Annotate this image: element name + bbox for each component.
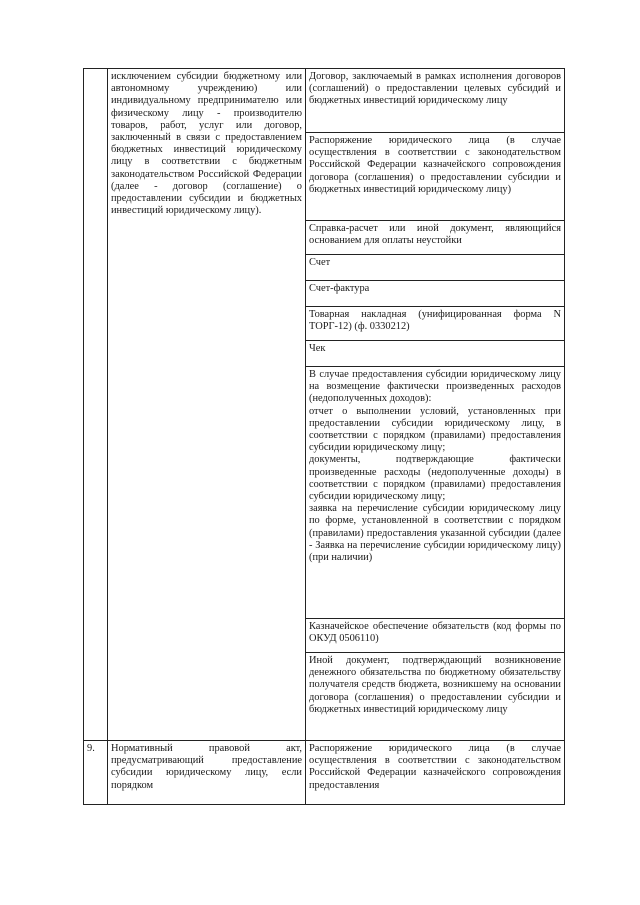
document-cell: Счет: [306, 255, 565, 281]
document-cell: Казначейское обеспечение обязательств (код формы по ОКУД 0506110): [306, 619, 565, 653]
document-cell: Товарная накладная (унифицированная форма N ТОРГ-12) (ф. 0330212): [306, 307, 565, 341]
documents-table: [83, 68, 565, 805]
document-cell: Распоряжение юридического лица (в случае осуществления в соответствии с законодательством Российской Федерации казначейского сопровождения договора (соглашения) о предоставлении субсидии и бюджетных инвестиций юридическому лицу): [306, 133, 565, 221]
document-cell: Чек: [306, 341, 565, 367]
row-number-cell: 9.: [84, 741, 108, 805]
document-cell: Распоряжение юридического лица (в случае осуществления в соответствии с законодательством Российской Федерации казначейского сопровождения предоставления: [306, 741, 565, 805]
document-cell: Договор, заключаемый в рамках исполнения договоров (соглашений) о предоставлении целевых субсидий и бюджетных инвестиций юридическому лицу: [306, 69, 565, 133]
document-cell: Иной документ, подтверждающий возникновение денежного обязательства по бюджетному обязательству получателя средств бюджета, возникшему на основании договора (соглашения) о предоставлении субсидии и бюджетных инвестиций юридическому лицу: [306, 653, 565, 741]
document-cell: Справка-расчет или иной документ, являющийся основанием для оплаты неустойки: [306, 221, 565, 255]
operation-description-cell: исключением субсидии бюджетному или автономному учреждению) или индивидуальному предпринимателю или физическому лицу - производителю товаров, работ, услуг или договор, заключенный в связи с предоставлением бюджетных инвестиций юридическому лицу в соответствии с бюджетным законодательством Российской Федерации (далее - договор (соглашение) о предоставлении субсидии и бюджетных инвестиций юридическому лицу).: [108, 69, 306, 741]
document-cell: Счет-фактура: [306, 281, 565, 307]
table-row: [84, 741, 565, 805]
document-cell: В случае предоставления субсидии юридическому лицу на возмещение фактически произведенных расходов (недополученных доходов): отчет о выполнении условий, установленных при предоставлении субсидии юридическому лицу, в соответствии с порядком (правилами) предоставления субсидии юридическому лицу; документы, подтверждающие фактически произведенные расходы (недополученные доходы) в соответствии с порядком (правилами) предоставления субсидии юридическому лицу; заявка на перечисление субсидии юридическому лицу по форме, установленной в соответствии с порядком (правилами) предоставления указанной субсидии (далее - Заявка на перечисление субсидии юридическому лицу) (при наличии): [306, 367, 565, 619]
row-number-cell: [84, 69, 108, 741]
operation-description-cell: Нормативный правовой акт, предусматривающий предоставление субсидии юридическому лицу, если порядком: [108, 741, 306, 805]
table-row: [84, 69, 565, 133]
